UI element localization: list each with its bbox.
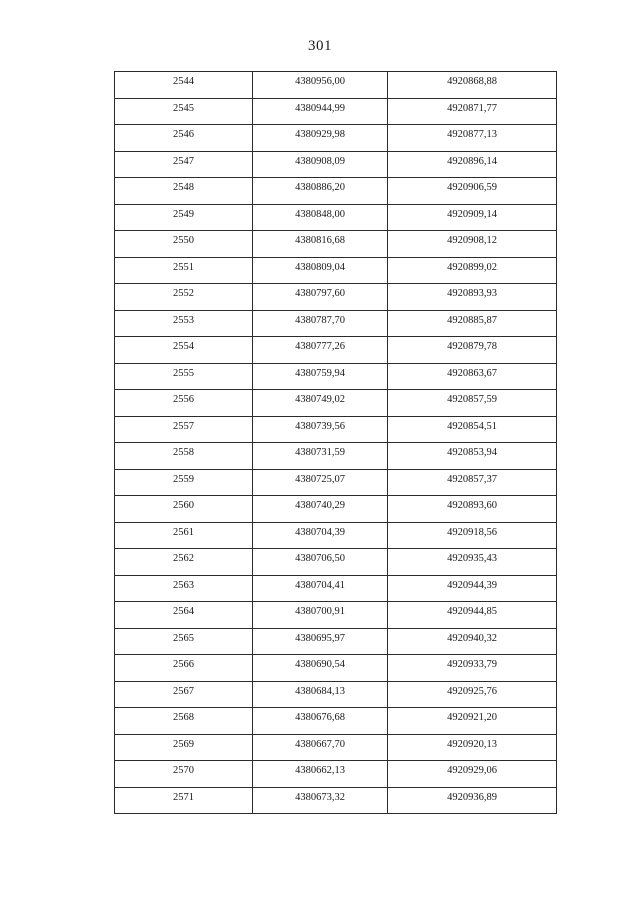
table-row [115,681,557,708]
x-coordinate-cell: 4380787,70 [253,310,388,337]
x-coordinate-cell: 4380673,32 [253,787,388,814]
table-row [115,231,557,258]
point-number-cell: 2547 [115,151,253,178]
x-coordinate-cell: 4380886,20 [253,178,388,205]
table-row [115,628,557,655]
x-coordinate-cell: 4380684,13 [253,681,388,708]
point-number-cell: 2563 [115,575,253,602]
table-row [115,787,557,814]
point-number-cell: 2561 [115,522,253,549]
y-coordinate-cell: 4920921,20 [388,708,557,735]
x-coordinate-cell: 4380749,02 [253,390,388,417]
x-coordinate-cell: 4380809,04 [253,257,388,284]
x-coordinate-cell: 4380739,56 [253,416,388,443]
x-coordinate-cell: 4380695,97 [253,628,388,655]
x-coordinate-cell: 4380848,00 [253,204,388,231]
x-coordinate-cell: 4380740,29 [253,496,388,523]
point-number-cell: 2562 [115,549,253,576]
y-coordinate-cell: 4920871,77 [388,98,557,125]
table-row [115,337,557,364]
point-number-cell: 2571 [115,787,253,814]
point-number-cell: 2565 [115,628,253,655]
table-row [115,655,557,682]
page-number: 301 [308,38,332,54]
table-row [115,125,557,152]
x-coordinate-cell: 4380956,00 [253,72,388,99]
table-row [115,72,557,99]
y-coordinate-cell: 4920853,94 [388,443,557,470]
y-coordinate-cell: 4920909,14 [388,204,557,231]
table-row [115,98,557,125]
y-coordinate-cell: 4920899,02 [388,257,557,284]
x-coordinate-cell: 4380700,91 [253,602,388,629]
x-coordinate-cell: 4380662,13 [253,761,388,788]
y-coordinate-cell: 4920854,51 [388,416,557,443]
x-coordinate-cell: 4380725,07 [253,469,388,496]
point-number-cell: 2570 [115,761,253,788]
y-coordinate-cell: 4920933,79 [388,655,557,682]
y-coordinate-cell: 4920936,89 [388,787,557,814]
table-row [115,443,557,470]
y-coordinate-cell: 4920920,13 [388,734,557,761]
y-coordinate-cell: 4920944,39 [388,575,557,602]
y-coordinate-cell: 4920877,13 [388,125,557,152]
y-coordinate-cell: 4920896,14 [388,151,557,178]
x-coordinate-cell: 4380704,41 [253,575,388,602]
table-row [115,178,557,205]
y-coordinate-cell: 4920857,37 [388,469,557,496]
x-coordinate-cell: 4380908,09 [253,151,388,178]
table-row [115,575,557,602]
table-row [115,310,557,337]
y-coordinate-cell: 4920906,59 [388,178,557,205]
x-coordinate-cell: 4380704,39 [253,522,388,549]
point-number-cell: 2557 [115,416,253,443]
table-row [115,549,557,576]
point-number-cell: 2555 [115,363,253,390]
point-number-cell: 2548 [115,178,253,205]
x-coordinate-cell: 4380944,99 [253,98,388,125]
x-coordinate-cell: 4380731,59 [253,443,388,470]
table-row [115,416,557,443]
y-coordinate-cell: 4920944,85 [388,602,557,629]
table-row [115,708,557,735]
point-number-cell: 2559 [115,469,253,496]
point-number-cell: 2558 [115,443,253,470]
point-number-cell: 2550 [115,231,253,258]
point-number-cell: 2546 [115,125,253,152]
table-row [115,734,557,761]
y-coordinate-cell: 4920863,67 [388,363,557,390]
point-number-cell: 2551 [115,257,253,284]
table-row [115,496,557,523]
y-coordinate-cell: 4920885,87 [388,310,557,337]
point-number-cell: 2549 [115,204,253,231]
point-number-cell: 2553 [115,310,253,337]
table-row [115,284,557,311]
y-coordinate-cell: 4920879,78 [388,337,557,364]
y-coordinate-cell: 4920918,56 [388,522,557,549]
point-number-cell: 2545 [115,98,253,125]
table-row [115,204,557,231]
point-number-cell: 2560 [115,496,253,523]
table-row [115,469,557,496]
point-number-cell: 2569 [115,734,253,761]
table-row [115,390,557,417]
y-coordinate-cell: 4920925,76 [388,681,557,708]
y-coordinate-cell: 4920857,59 [388,390,557,417]
table-row [115,363,557,390]
point-number-cell: 2566 [115,655,253,682]
table-row [115,522,557,549]
table-row [115,602,557,629]
point-number-cell: 2564 [115,602,253,629]
table-row [115,151,557,178]
y-coordinate-cell: 4920929,06 [388,761,557,788]
x-coordinate-cell: 4380929,98 [253,125,388,152]
x-coordinate-cell: 4380706,50 [253,549,388,576]
point-number-cell: 2552 [115,284,253,311]
point-number-cell: 2556 [115,390,253,417]
x-coordinate-cell: 4380777,26 [253,337,388,364]
y-coordinate-cell: 4920893,93 [388,284,557,311]
x-coordinate-cell: 4380676,68 [253,708,388,735]
point-number-cell: 2568 [115,708,253,735]
x-coordinate-cell: 4380690,54 [253,655,388,682]
x-coordinate-cell: 4380797,60 [253,284,388,311]
point-number-cell: 2544 [115,72,253,99]
x-coordinate-cell: 4380816,68 [253,231,388,258]
y-coordinate-cell: 4920893,60 [388,496,557,523]
table-row [115,257,557,284]
coordinates-table [114,71,557,814]
y-coordinate-cell: 4920940,32 [388,628,557,655]
x-coordinate-cell: 4380667,70 [253,734,388,761]
table-body [115,72,557,814]
point-number-cell: 2567 [115,681,253,708]
point-number-cell: 2554 [115,337,253,364]
y-coordinate-cell: 4920868,88 [388,72,557,99]
y-coordinate-cell: 4920935,43 [388,549,557,576]
table-row [115,761,557,788]
y-coordinate-cell: 4920908,12 [388,231,557,258]
x-coordinate-cell: 4380759,94 [253,363,388,390]
